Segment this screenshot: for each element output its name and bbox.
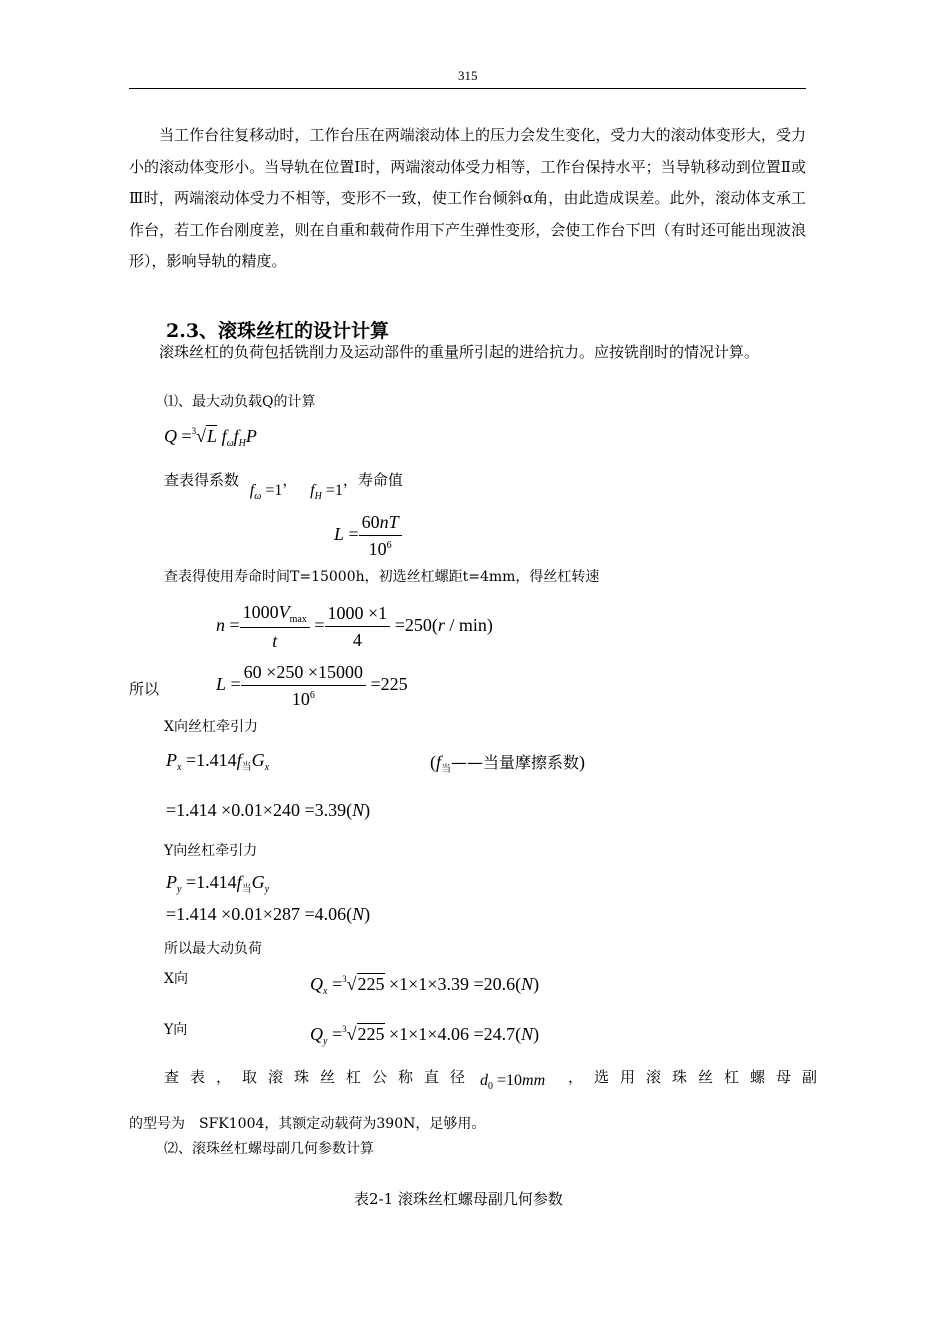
formula-L-value: L = $\frac{60 \times 250 \times 15000}{10^6}$ =225 xyxy=(216,662,408,709)
intro-paragraph: 当工作台往复移动时，工作台压在两端滚动体上的压力会发生变化，受力大的滚动体变形大，受力小的滚动体变形小。当导轨在位置Ⅰ时，两端滚动体受力相等，工作台保持水平；当导轨移动到位置Ⅱ或Ⅲ时，两端滚动体受力不相等，变形不一致，使工作台倾斜α角，由此造成误差。此外，滚动体支承工作台，若工作台刚度差，则在自重和载荷作用下产生弹性变形，会使工作台下凹（有时还可能出现波浪形），影响导轨的精度。 xyxy=(129,126,806,270)
section-title: 2.3、滚珠丝杠的设计计算 xyxy=(166,320,390,342)
model-text: 的型号为 SFK1004，其额定动载荷为390N，足够用。 xyxy=(129,1116,486,1132)
lookup-tail: ，选用滚珠丝杠螺母副 xyxy=(568,1068,829,1086)
lookup-text: 查表，取滚珠丝杠公称直径 xyxy=(164,1068,477,1086)
coef-tail: ，寿命值 xyxy=(342,471,403,489)
friction-note: ($f_当——$当量摩擦系数) xyxy=(430,752,586,775)
page-number: 315 xyxy=(458,68,478,83)
formula-d0: $d_0 =10mm$ xyxy=(480,1072,546,1092)
coef-text: 查表得系数 xyxy=(164,471,240,489)
coef-sep: ， xyxy=(282,471,298,489)
formula-n: n = $\frac{1000V_{max}}{t}$ = $\frac{1000 \times 1}{4}$ =250(r / min) xyxy=(216,602,493,651)
formula-Py: $P_y =1.414f_当G_y$ xyxy=(166,872,270,895)
formula-Q: Q =$^3$√L $f_\omega f_HP$ xyxy=(164,426,257,449)
formula-Qy: $Q_y =^3√225 \times 1\times 1\times 4.06 =24.7(N)$ xyxy=(310,1024,540,1047)
formula-Qx: $Q_x =^3√225 \times 1\times 1\times 3.39 =20.6(N)$ xyxy=(310,974,540,997)
formula-Px-value: =1.414 ×0.01×240 =3.39(N) xyxy=(166,800,371,820)
y-dir-label: Y向 xyxy=(164,1022,188,1038)
step1-title: ⑴、最大动负载Q的计算 xyxy=(164,394,316,410)
x-dir-label: X向 xyxy=(164,971,188,987)
section-intro: 滚珠丝杠的负荷包括铣削力及运动部件的重量所引起的进给抗力。应按铣削时的情况计算。 xyxy=(159,343,760,361)
formula-L: L = $\frac{60nT}{10^6}$ xyxy=(334,512,402,560)
coef-f-omega: $f_\omega =1$ xyxy=(249,482,283,502)
formula-Py-value: =1.414 ×0.01×287 =4.06(N) xyxy=(166,904,371,924)
step2-title: ⑵、滚珠丝杠螺母副几何参数计算 xyxy=(164,1141,374,1157)
coef-f-h: $f_H =1$ xyxy=(310,482,343,502)
max-load-title: 所以最大动负荷 xyxy=(164,941,262,957)
header-rule xyxy=(129,88,806,89)
y-pull-title: Y向丝杠牵引力 xyxy=(164,843,258,859)
life-text: 查表得使用寿命时间T=15000h，初选丝杠螺距t=4mm，得丝杠转速 xyxy=(164,569,600,585)
table-caption: 表2-1 滚珠丝杠螺母副几何参数 xyxy=(354,1190,563,1208)
formula-Px: $P_x =1.414f_当G_x$ xyxy=(166,750,270,773)
x-pull-title: X向丝杠牵引力 xyxy=(164,719,258,735)
so-label: 所以 xyxy=(129,680,160,698)
coef-line xyxy=(164,469,403,502)
